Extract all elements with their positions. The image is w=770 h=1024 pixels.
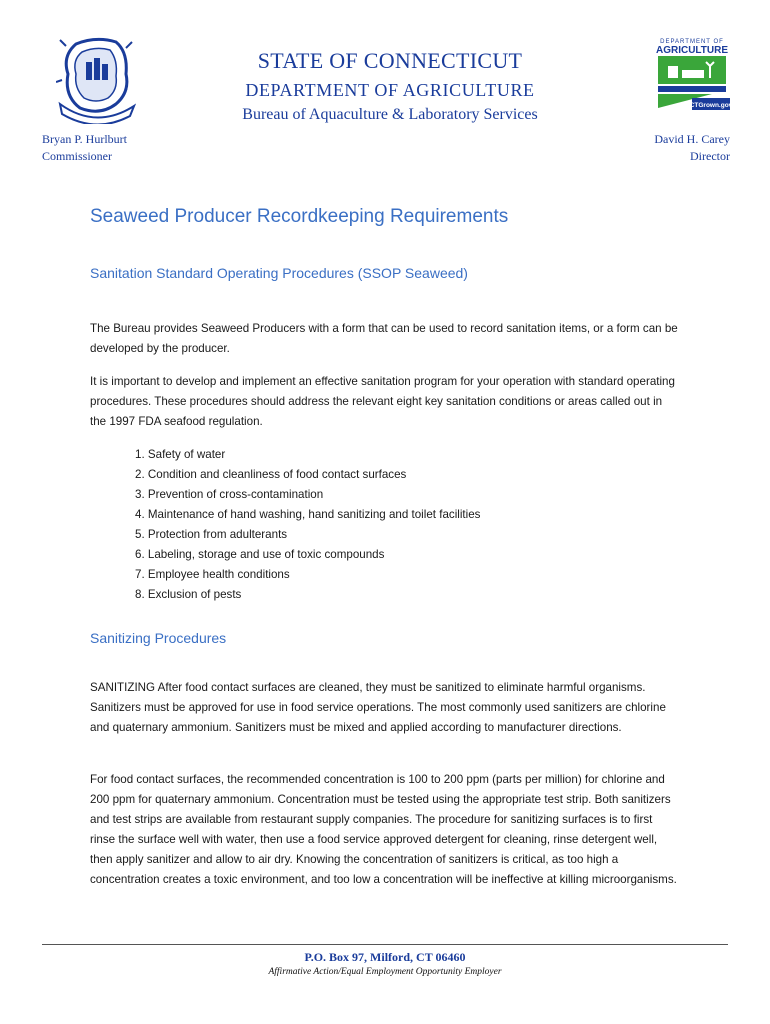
- director-block: [654, 131, 730, 165]
- sanitizing-paragraph-1: SANITIZING After food contact surfaces are cleaned, they must be sanitized to eliminate harmful organisms. Sanitizers must be approved for use in food service operations. The most commonly used sanitizers are chlorine and quaternary ammonium. Sanitizers must be mixed and applied according to manufacturer directions.: [90, 681, 666, 734]
- state-seal-icon: [56, 34, 136, 124]
- header-department: DEPARTMENT OF AGRICULTURE: [245, 80, 535, 100]
- header-state: STATE OF CONNECTICUT: [257, 48, 523, 73]
- list-item: 4. Maintenance of hand washing, hand sanitizing and toilet facilities: [135, 508, 481, 521]
- logo-main-text: AGRICULTURE: [655, 45, 729, 56]
- agriculture-logo-icon: [652, 36, 732, 122]
- list-item: 1. Safety of water: [135, 448, 226, 461]
- commissioner-block: [42, 131, 127, 165]
- director-title: Director: [690, 149, 730, 163]
- footer-eeo-statement: Affirmative Action/Equal Employment Opportunity Employer: [268, 967, 502, 977]
- list-item: 6. Labeling, storage and use of toxic compounds: [135, 548, 385, 561]
- list-item: 5. Protection from adulterants: [135, 528, 288, 541]
- agriculture-logo: [652, 36, 732, 122]
- sanitizing-paragraph-2: For food contact surfaces, the recommended concentration is 100 to 200 ppm (parts per million) for chlorine and 200 ppm for quaternary ammonium. Concentration must be tested using the appropriate test strip. Both sanitizers and test strips are available from restaurant supply companies. The procedure for sanitizing surfaces is to first rinse the surface well with water, then use a food service approved detergent for cleaning, rinse detergent well, then apply sanitizer and allow to air dry. Knowing the concentration of sanitizers is critical, as too high a concentration creates a toxic environment, and too low a concentration will be ineffective at killing microorganisms.: [90, 773, 677, 886]
- section-heading-ssop: Sanitation Standard Operating Procedures (SSOP Seaweed): [90, 265, 468, 281]
- logo-top-text: DEPARTMENT OF: [660, 39, 724, 45]
- list-item: 2. Condition and cleanliness of food contact surfaces: [135, 468, 407, 481]
- ssop-paragraph-2: It is important to develop and implement an effective sanitation program for your operation with standard operating procedures. These procedures should address the relevant eight key sanitation conditions or areas called out in the 1997 FDA seafood regulation.: [90, 375, 675, 428]
- list-item: 8. Exclusion of pests: [135, 588, 242, 601]
- sanitation-conditions-list: [135, 445, 480, 605]
- commissioner-title: Commissioner: [42, 149, 113, 163]
- director-name: David H. Carey: [654, 132, 730, 146]
- logo-site-text: CTGrown.gov: [689, 102, 732, 109]
- section-heading-sanitizing: Sanitizing Procedures: [90, 630, 227, 646]
- footer-address: P.O. Box 97, Milford, CT 06460: [304, 950, 466, 964]
- footer-divider: [42, 944, 728, 945]
- commissioner-name: Bryan P. Hurlburt: [42, 132, 127, 146]
- ssop-paragraph-1: The Bureau provides Seaweed Producers with a form that can be used to record sanitation items, or a form can be developed by the producer.: [90, 322, 678, 355]
- header-bureau: Bureau of Aquaculture & Laboratory Services: [242, 106, 538, 123]
- list-item: 3. Prevention of cross-contamination: [135, 488, 324, 501]
- document-title: Seaweed Producer Recordkeeping Requirements: [90, 206, 509, 227]
- list-item: 7. Employee health conditions: [135, 568, 290, 581]
